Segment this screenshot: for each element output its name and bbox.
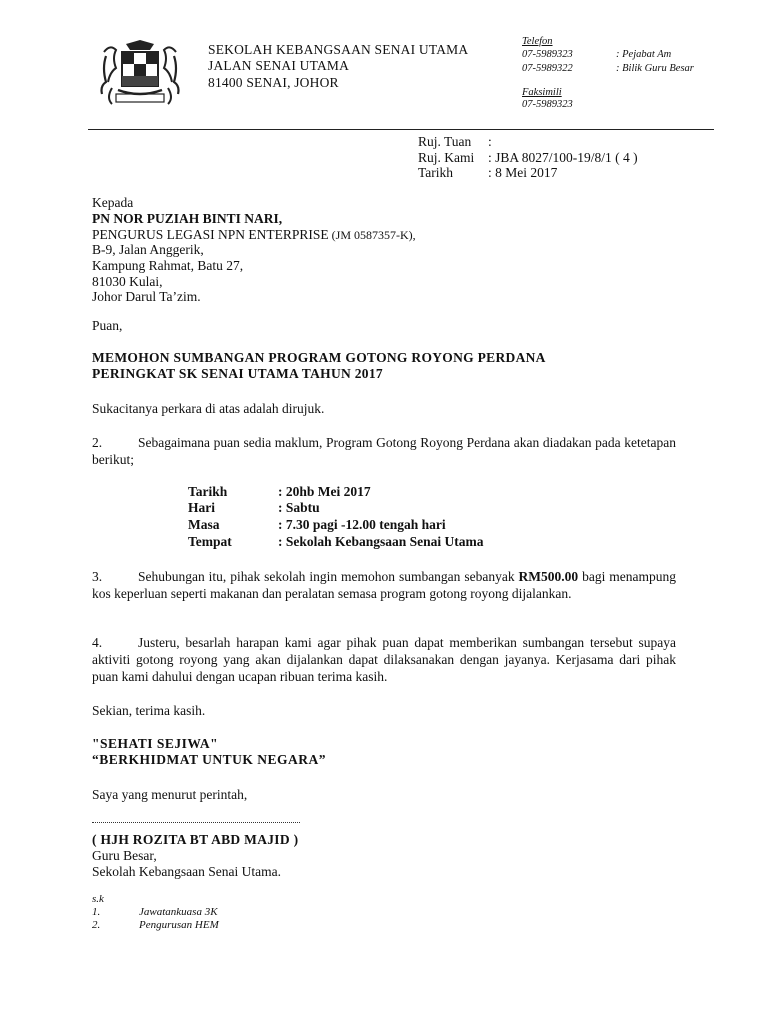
detail-value-tarikh: : 20hb Mei 2017 [278, 484, 371, 499]
kepada-label: Kepada [92, 195, 134, 210]
salutation: Puan, [92, 318, 123, 333]
detail-label-tempat: Tempat [188, 534, 232, 549]
recipient-registration: (JM 0587357-K), [328, 228, 416, 242]
donation-amount: RM500.00 [518, 569, 579, 584]
coat-of-arms-logo [92, 38, 188, 110]
paragraph-4 [92, 634, 676, 685]
paragraph-2-number: 2. [92, 435, 103, 450]
telefon-label: Telefon [522, 36, 553, 47]
phone-1: 07-5989323 [522, 49, 573, 60]
letterhead-divider [88, 129, 714, 130]
faksimili-label: Faksimili [522, 87, 562, 98]
recipient-line1 [92, 227, 416, 243]
recipient-address-line3: Kampung Rahmat, Batu 27, [92, 258, 244, 273]
recipient-address-line4: 81030 Kulai, [92, 274, 163, 289]
fax-number: 07-5989323 [522, 99, 573, 110]
cc-item-1-text: Jawatankuasa 3K [139, 906, 218, 918]
recipient-name: PN NOR PUZIAH BINTI NARI, [92, 211, 283, 226]
paragraph-3-text-b: bagi menampung kos keperluan seperti makanan dan peralatan semasa program gotong royong dijalankan. [92, 569, 676, 601]
paragraph-3-number: 3. [92, 569, 103, 584]
paragraph-2-text: Sebagaimana puan sedia maklum, Program Gotong Royong Perdana akan diadakan pada ketetapan berikut; [92, 435, 676, 467]
detail-value-hari: : Sabtu [278, 500, 320, 515]
paragraph-3 [92, 568, 676, 602]
phone-2: 07-5989322 [522, 63, 573, 74]
detail-label-masa: Masa [188, 517, 220, 532]
ruj-kami-label: Ruj. Kami [418, 150, 475, 165]
motto-line1: "SEHATI SEJIWA" [92, 736, 219, 751]
cc-item-2-text: Pengurusan HEM [139, 919, 219, 931]
signatory-name: ( HJH ROZITA BT ABD MAJID ) [92, 832, 299, 847]
signatory-school: Sekolah Kebangsaan Senai Utama. [92, 864, 281, 879]
school-address-line2: 81400 SENAI, JOHOR [208, 75, 339, 90]
ruj-tuan-colon: : [488, 134, 492, 149]
phone-1-desc: : Pejabat Am [616, 49, 672, 60]
paragraph-2 [92, 434, 676, 468]
cc-label: s.k [92, 893, 104, 905]
ruj-tuan-label: Ruj. Tuan [418, 134, 472, 149]
detail-value-tempat: : Sekolah Kebangsaan Senai Utama [278, 534, 484, 549]
signatory-title: Guru Besar, [92, 848, 157, 863]
recipient-address-line5: Johor Darul Ta’zim. [92, 289, 201, 304]
closing-line: Sekian, terima kasih. [92, 703, 206, 718]
paragraph-4-number: 4. [92, 635, 103, 650]
detail-label-tarikh: Tarikh [188, 484, 228, 499]
paragraph-4-text: Justeru, besarlah harapan kami agar pihak puan dapat memberikan sumbangan tersebut supaya aktiviti gotong royong yang akan dijalankan dapat dilaksanakan dengan jayanya. Kerjasama dari pihak puan kami dahului dengan ucapan ribuan terima kasih. [92, 635, 676, 684]
school-name: SEKOLAH KEBANGSAAN SENAI UTAMA [208, 42, 469, 57]
subject-line2: PERINGKAT SK SENAI UTAMA TAHUN 2017 [92, 366, 383, 381]
school-address-line1: JALAN SENAI UTAMA [208, 58, 350, 73]
tarikh-value: : 8 Mei 2017 [488, 165, 558, 180]
paragraph-3-text-a: Sehubungan itu, pihak sekolah ingin memohon sumbangan sebanyak [138, 569, 519, 584]
signature-line [92, 822, 300, 823]
sign-off-phrase: Saya yang menurut perintah, [92, 787, 248, 802]
recipient-company: PENGURUS LEGASI NPN ENTERPRISE [92, 227, 329, 242]
cc-item-2-number: 2. [92, 919, 101, 931]
detail-label-hari: Hari [188, 500, 215, 515]
tarikh-label: Tarikh [418, 165, 454, 180]
subject-line1: MEMOHON SUMBANGAN PROGRAM GOTONG ROYONG PERDANA [92, 350, 546, 365]
detail-value-masa: : 7.30 pagi -12.00 tengah hari [278, 517, 446, 532]
paragraph-1: Sukacitanya perkara di atas adalah dirujuk. [92, 401, 325, 416]
cc-item-1-number: 1. [92, 906, 101, 918]
ruj-kami-value: : JBA 8027/100-19/8/1 ( 4 ) [488, 150, 638, 165]
phone-2-desc: : Bilik Guru Besar [616, 63, 694, 74]
motto-line2: “BERKHIDMAT UNTUK NEGARA” [92, 752, 327, 767]
recipient-address-line2: B-9, Jalan Anggerik, [92, 242, 204, 257]
